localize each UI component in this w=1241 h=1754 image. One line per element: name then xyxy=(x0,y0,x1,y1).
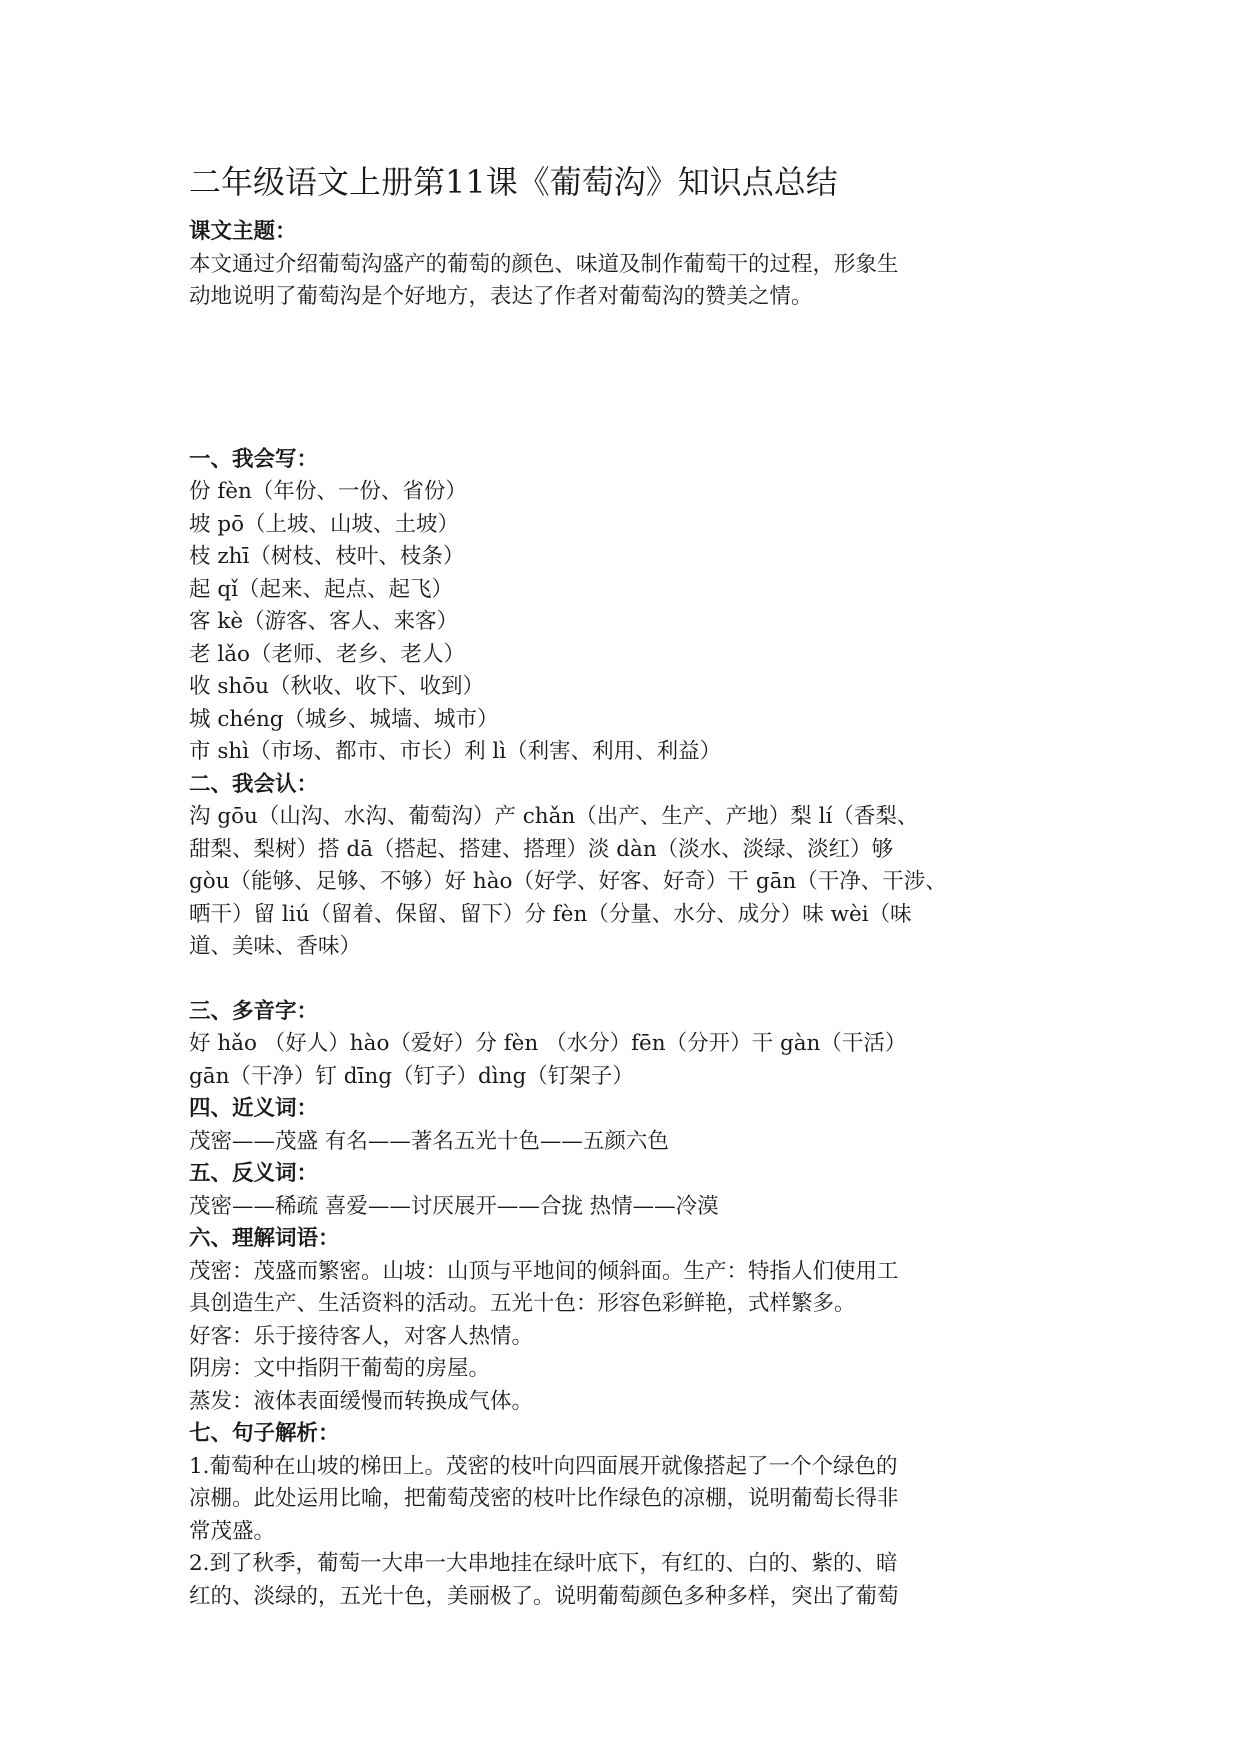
section-theme-heading: 课文主题： xyxy=(189,219,297,244)
theme-line: 动地说明了葡萄沟是个好地方，表达了作者对葡萄沟的赞美之情。 xyxy=(189,284,813,309)
section-polyphones-heading: 三、多音字： xyxy=(189,998,319,1024)
write-line: 份 fèn（年份、一份、省份） xyxy=(189,479,467,504)
vocab-line: 蒸发：液体表面缓慢而转换成气体。 xyxy=(189,1388,534,1414)
section-polyphones xyxy=(189,996,1069,1094)
vocab-line: 好客：乐于接待客人，对客人热情。 xyxy=(189,1323,534,1349)
section-sentences xyxy=(189,1418,1069,1613)
section-recognize-heading: 二、我会认： xyxy=(189,771,319,797)
recognize-line: 晒干）留 liú（留着、保留、留下）分 fèn（分量、水分、成分）味 wèi（味 xyxy=(189,901,912,927)
sentences-line: 2.到了秋季，葡萄一大串一大串地挂在绿叶底下，有红的、白的、紫的、暗 xyxy=(189,1551,898,1576)
document-title: 二年级语文上册第11课《葡萄沟》知识点总结 xyxy=(189,163,838,201)
write-line: 老 lǎo（老师、老乡、老人） xyxy=(189,641,465,667)
write-line: 起 qǐ（起来、起点、起飞） xyxy=(189,576,453,602)
write-line: 城 chéng（城乡、城墙、城市） xyxy=(189,706,499,732)
recognize-line: 道、美味、香味） xyxy=(189,934,362,959)
recognize-line: 沟 gōu（山沟、水沟、葡萄沟）产 chǎn（出产、生产、产地）梨 lí（香梨、 xyxy=(189,804,919,829)
recognize-line: gòu（能够、足够、不够）好 hào（好学、好客、好奇）干 gān（干净、干涉、 xyxy=(189,869,947,894)
section-recognize xyxy=(189,769,1069,964)
theme-line: 本文通过介绍葡萄沟盛产的葡萄的颜色、味道及制作葡萄干的过程，形象生 xyxy=(189,251,899,277)
recognize-line: 甜梨、梨树）搭 dā（搭起、搭建、搭理）淡 dàn（淡水、淡绿、淡红）够 xyxy=(189,836,894,862)
sentences-line: 凉棚。此处运用比喻，把葡萄茂密的枝叶比作绿色的凉棚，说明葡萄长得非 xyxy=(189,1486,899,1511)
section-synonyms xyxy=(189,1093,1069,1158)
write-line: 市 shì（市场、都市、市长）利 lì（利害、利用、利益） xyxy=(189,739,722,764)
section-sentences-heading: 七、句子解析： xyxy=(189,1421,340,1446)
section-vocab xyxy=(189,1223,1069,1418)
write-line: 坡 pō（上坡、山坡、土坡） xyxy=(189,511,460,537)
synonyms-line: 茂密——茂盛 有名——著名五光十色——五颜六色 xyxy=(189,1128,669,1154)
sentences-line: 1.葡萄种在山坡的梯田上。茂密的枝叶向四面展开就像搭起了一个个绿色的 xyxy=(189,1453,898,1479)
vocab-line: 茂密：茂盛而繁密。山坡：山顶与平地间的倾斜面。生产：特指人们使用工 xyxy=(189,1258,899,1284)
polyphones-line: 好 hǎo （好人）hào（爱好）分 fèn （水分）fēn（分开）干 gàn（干活） xyxy=(189,1031,907,1056)
section-write xyxy=(189,444,1069,769)
section-antonyms xyxy=(189,1158,1069,1223)
spacer xyxy=(189,314,1069,444)
antonyms-line: 茂密——稀疏 喜爱——讨厌展开——合拢 热情——冷漠 xyxy=(189,1193,719,1219)
section-synonyms-heading: 四、近义词： xyxy=(189,1096,319,1121)
section-write-heading: 一、我会写： xyxy=(189,446,319,472)
section-theme xyxy=(189,216,1069,314)
sentences-line: 红的、淡绿的，五光十色，美丽极了。说明葡萄颜色多种多样，突出了葡萄 xyxy=(189,1583,899,1609)
vocab-line: 具创造生产、生活资料的活动。五光十色：形容色彩鲜艳，式样繁多。 xyxy=(189,1291,856,1316)
sentences-line: 常茂盛。 xyxy=(189,1518,276,1544)
write-line: 收 shōu（秋收、收下、收到） xyxy=(189,674,485,699)
polyphones-line: gān（干净）钉 dīng（钉子）dìng（钉架子） xyxy=(189,1063,634,1089)
section-antonyms-heading: 五、反义词： xyxy=(189,1161,319,1186)
document-page xyxy=(189,160,1069,1613)
section-vocab-heading: 六、理解词语： xyxy=(189,1226,340,1251)
write-line: 枝 zhī（树枝、枝叶、枝条） xyxy=(189,544,465,569)
spacer xyxy=(189,964,1069,996)
vocab-line: 阴房：文中指阴干葡萄的房屋。 xyxy=(189,1356,491,1381)
write-line: 客 kè（游客、客人、来客） xyxy=(189,609,459,634)
